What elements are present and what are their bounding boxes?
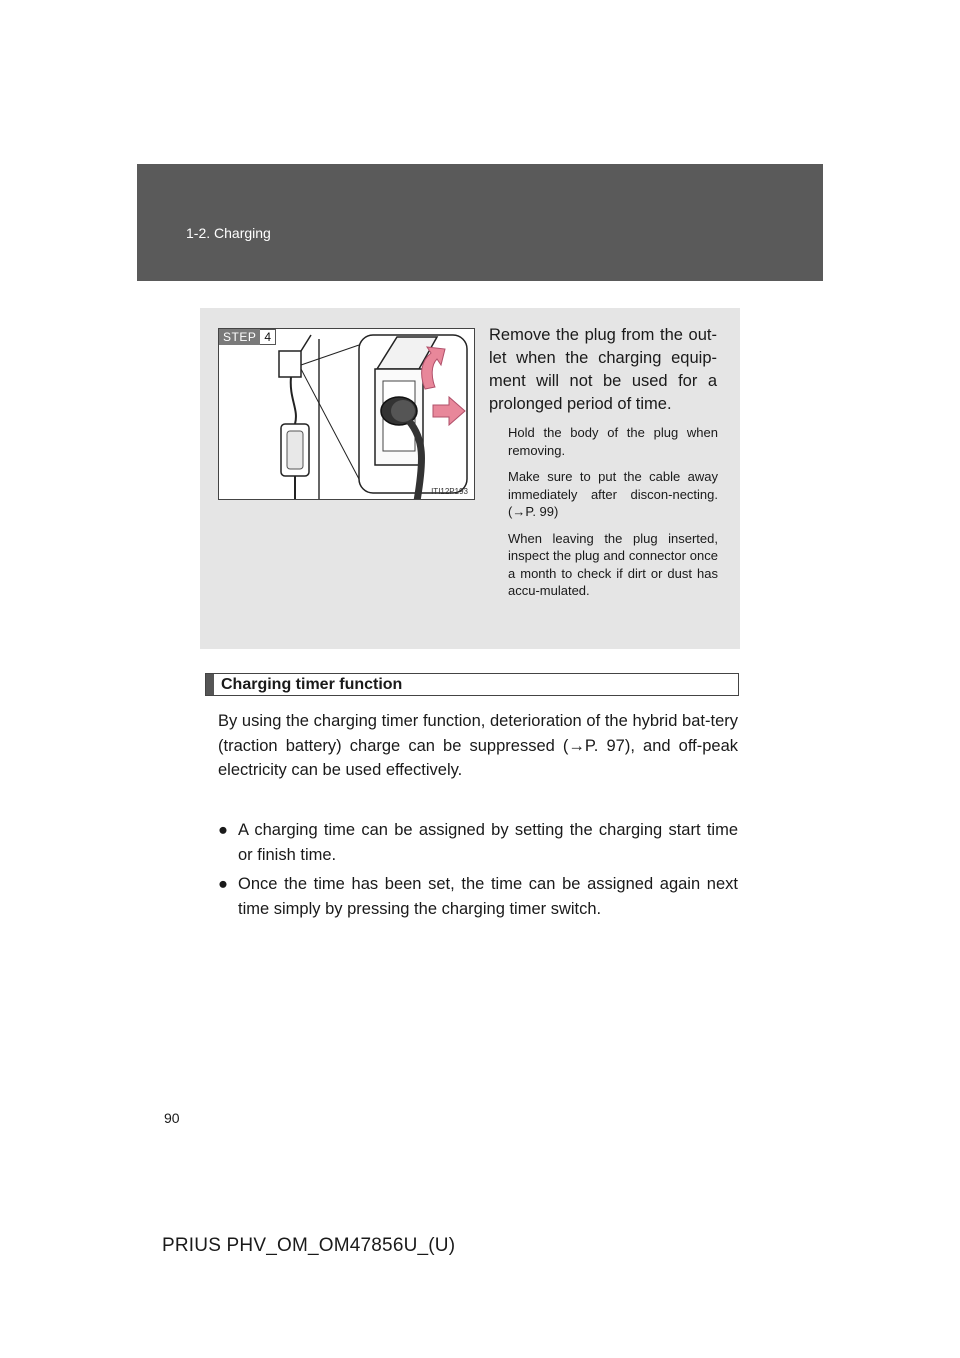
illustration-code: ITI12P193 (431, 487, 468, 496)
list-item-text: Once the time has been set, the time can be assigned again next time simply by pressing the charging timer switch. (238, 875, 738, 918)
section-paragraph: By using the charging timer function, deterioration of the hybrid bat-tery (traction battery) charge can be suppressed (→P. 97), and off-peak electricity can be used effectively. (218, 712, 738, 779)
step-notes (508, 424, 718, 609)
bullet-icon: ● (218, 821, 228, 839)
step-note: Make sure to put the cable away immediately after discon-necting. (→P. 99) (508, 469, 718, 519)
bullet-icon: ● (218, 875, 228, 893)
step-instruction: Remove the plug from the out-let when the charging equip-ment will not be used for a prolonged period of time. (489, 326, 717, 413)
list-item (218, 872, 738, 921)
list-item-text: A charging time can be assigned by setting the charging start time or finish time. (238, 821, 738, 864)
step-badge (219, 329, 276, 345)
header-band (137, 164, 823, 281)
list-item (218, 818, 738, 867)
step-note: When leaving the plug inserted, inspect the plug and connector once a month to check if dirt or dust has accu-mulated. (508, 530, 718, 598)
section-title: Charging timer function (221, 676, 403, 693)
section-heading (205, 673, 739, 696)
outlet-small (279, 351, 301, 377)
section-breadcrumb: 1-2. Charging (186, 225, 271, 241)
step-note: Hold the body of the plug when removing. (508, 425, 718, 458)
heading-marker (206, 674, 214, 695)
document-code: PRIUS PHV_OM_OM47856U_(U) (162, 1235, 456, 1256)
page-number: 90 (164, 1110, 180, 1126)
step-badge-word: STEP (219, 329, 260, 345)
step-badge-number: 4 (260, 329, 276, 345)
cable (291, 377, 296, 424)
plug-removal-illustration (219, 329, 475, 500)
step-illustration (218, 328, 475, 500)
